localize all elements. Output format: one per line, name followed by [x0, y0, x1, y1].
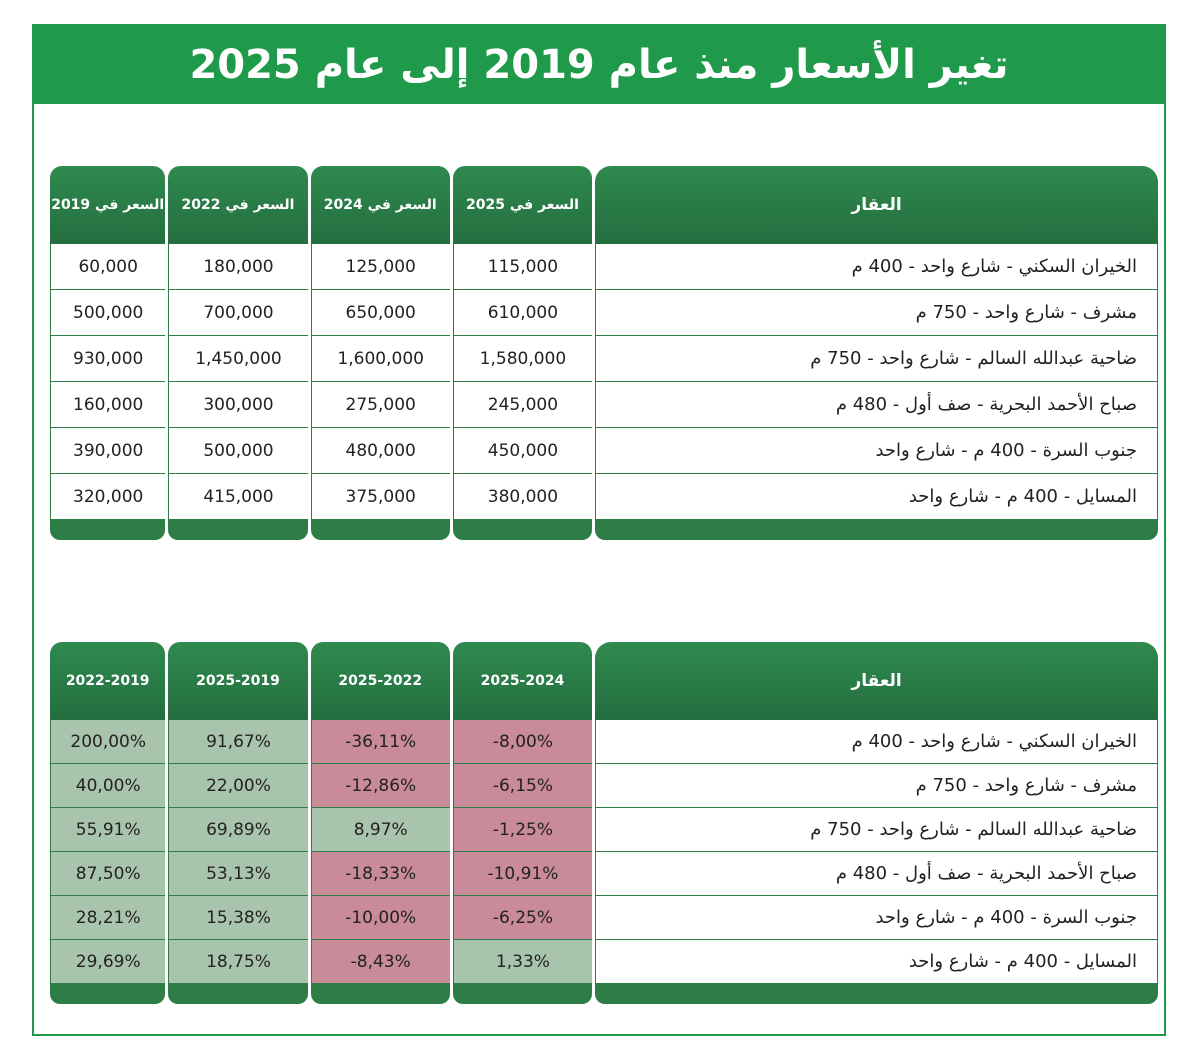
prices-table-header: [50, 166, 1158, 244]
header-change-2019-2025: 2025-2019: [168, 642, 307, 720]
footer-cell: [595, 520, 1158, 540]
property-name: مشرف - شارع واحد - 750 م: [595, 290, 1158, 336]
change-2022-2025: -36,11%: [311, 720, 450, 764]
table-row: [50, 428, 1158, 474]
footer-cell: [50, 520, 165, 540]
change-2022-2025: -10,00%: [311, 896, 450, 940]
header-price-2022: السعر في 2022: [168, 166, 307, 244]
change-2019-2025: 69,89%: [168, 808, 307, 852]
change-2022-2025: -8,43%: [311, 940, 450, 984]
price-2022: 300,000: [168, 382, 307, 428]
change-2024-2025: 1,33%: [453, 940, 592, 984]
table-row: [50, 244, 1158, 290]
table-row: [50, 764, 1158, 808]
header-change-2019-2022: 2022-2019: [50, 642, 165, 720]
prices-table-footer: [50, 520, 1158, 540]
table-row: [50, 720, 1158, 764]
price-2024: 480,000: [311, 428, 450, 474]
property-name: صباح الأحمد البحرية - صف أول - 480 م: [595, 382, 1158, 428]
change-2022-2025: -18,33%: [311, 852, 450, 896]
price-2024: 1,600,000: [311, 336, 450, 382]
change-2019-2025: 18,75%: [168, 940, 307, 984]
property-name: مشرف - شارع واحد - 750 م: [595, 764, 1158, 808]
price-2019: 320,000: [50, 474, 165, 520]
change-2022-2025: 8,97%: [311, 808, 450, 852]
header-price-2024: السعر في 2024: [311, 166, 450, 244]
table-row: [50, 382, 1158, 428]
property-name: ضاحية عبدالله السالم - شارع واحد - 750 م: [595, 808, 1158, 852]
table-row: [50, 896, 1158, 940]
change-table: [50, 642, 1158, 1004]
table-row: [50, 852, 1158, 896]
footer-cell: [595, 984, 1158, 1004]
change-2019-2025: 22,00%: [168, 764, 307, 808]
price-2019: 500,000: [50, 290, 165, 336]
price-2019: 160,000: [50, 382, 165, 428]
price-2024: 375,000: [311, 474, 450, 520]
change-2024-2025: -6,15%: [453, 764, 592, 808]
price-2025: 115,000: [453, 244, 592, 290]
change-2019-2022: 40,00%: [50, 764, 165, 808]
property-name: الخيران السكني - شارع واحد - 400 م: [595, 244, 1158, 290]
page-title: تغير الأسعار منذ عام 2019 إلى عام 2025: [189, 42, 1009, 88]
property-name: جنوب السرة - 400 م - شارع واحد: [595, 428, 1158, 474]
footer-cell: [311, 984, 450, 1004]
footer-cell: [311, 520, 450, 540]
price-2019: 390,000: [50, 428, 165, 474]
change-2024-2025: -8,00%: [453, 720, 592, 764]
price-2019: 60,000: [50, 244, 165, 290]
price-2022: 1,450,000: [168, 336, 307, 382]
header-change-2024-2025: 2025-2024: [453, 642, 592, 720]
change-2019-2025: 53,13%: [168, 852, 307, 896]
property-name: ضاحية عبدالله السالم - شارع واحد - 750 م: [595, 336, 1158, 382]
price-2022: 700,000: [168, 290, 307, 336]
table-row: [50, 336, 1158, 382]
change-2019-2022: 29,69%: [50, 940, 165, 984]
price-2022: 180,000: [168, 244, 307, 290]
property-name: جنوب السرة - 400 م - شارع واحد: [595, 896, 1158, 940]
change-2019-2022: 28,21%: [50, 896, 165, 940]
price-2025: 1,580,000: [453, 336, 592, 382]
header-price-2019: السعر في 2019: [50, 166, 165, 244]
change-2024-2025: -10,91%: [453, 852, 592, 896]
change-2024-2025: -6,25%: [453, 896, 592, 940]
property-name: الخيران السكني - شارع واحد - 400 م: [595, 720, 1158, 764]
title-bar: [34, 26, 1164, 104]
property-name: صباح الأحمد البحرية - صف أول - 480 م: [595, 852, 1158, 896]
footer-cell: [50, 984, 165, 1004]
header-change-2022-2025: 2025-2022: [311, 642, 450, 720]
footer-cell: [453, 984, 592, 1004]
price-2025: 610,000: [453, 290, 592, 336]
footer-cell: [453, 520, 592, 540]
change-2024-2025: -1,25%: [453, 808, 592, 852]
change-table-footer: [50, 984, 1158, 1004]
header-price-2025: السعر في 2025: [453, 166, 592, 244]
price-2022: 500,000: [168, 428, 307, 474]
price-2024: 650,000: [311, 290, 450, 336]
change-table-header: [50, 642, 1158, 720]
price-2025: 450,000: [453, 428, 592, 474]
table-row: [50, 474, 1158, 520]
change-2019-2025: 91,67%: [168, 720, 307, 764]
property-name: المسايل - 400 م - شارع واحد: [595, 940, 1158, 984]
header-property: العقار: [595, 642, 1158, 720]
price-2019: 930,000: [50, 336, 165, 382]
header-property: العقار: [595, 166, 1158, 244]
change-2019-2022: 200,00%: [50, 720, 165, 764]
change-2019-2022: 55,91%: [50, 808, 165, 852]
price-2025: 380,000: [453, 474, 592, 520]
price-2024: 125,000: [311, 244, 450, 290]
footer-cell: [168, 520, 307, 540]
footer-cell: [168, 984, 307, 1004]
infographic-frame: [32, 24, 1166, 1036]
price-2024: 275,000: [311, 382, 450, 428]
change-2019-2025: 15,38%: [168, 896, 307, 940]
change-2022-2025: -12,86%: [311, 764, 450, 808]
table-row: [50, 808, 1158, 852]
property-name: المسايل - 400 م - شارع واحد: [595, 474, 1158, 520]
price-2022: 415,000: [168, 474, 307, 520]
table-row: [50, 290, 1158, 336]
change-table-body: [50, 720, 1158, 984]
price-2025: 245,000: [453, 382, 592, 428]
change-2019-2022: 87,50%: [50, 852, 165, 896]
prices-table: [50, 166, 1158, 540]
prices-table-body: [50, 244, 1158, 520]
table-row: [50, 940, 1158, 984]
